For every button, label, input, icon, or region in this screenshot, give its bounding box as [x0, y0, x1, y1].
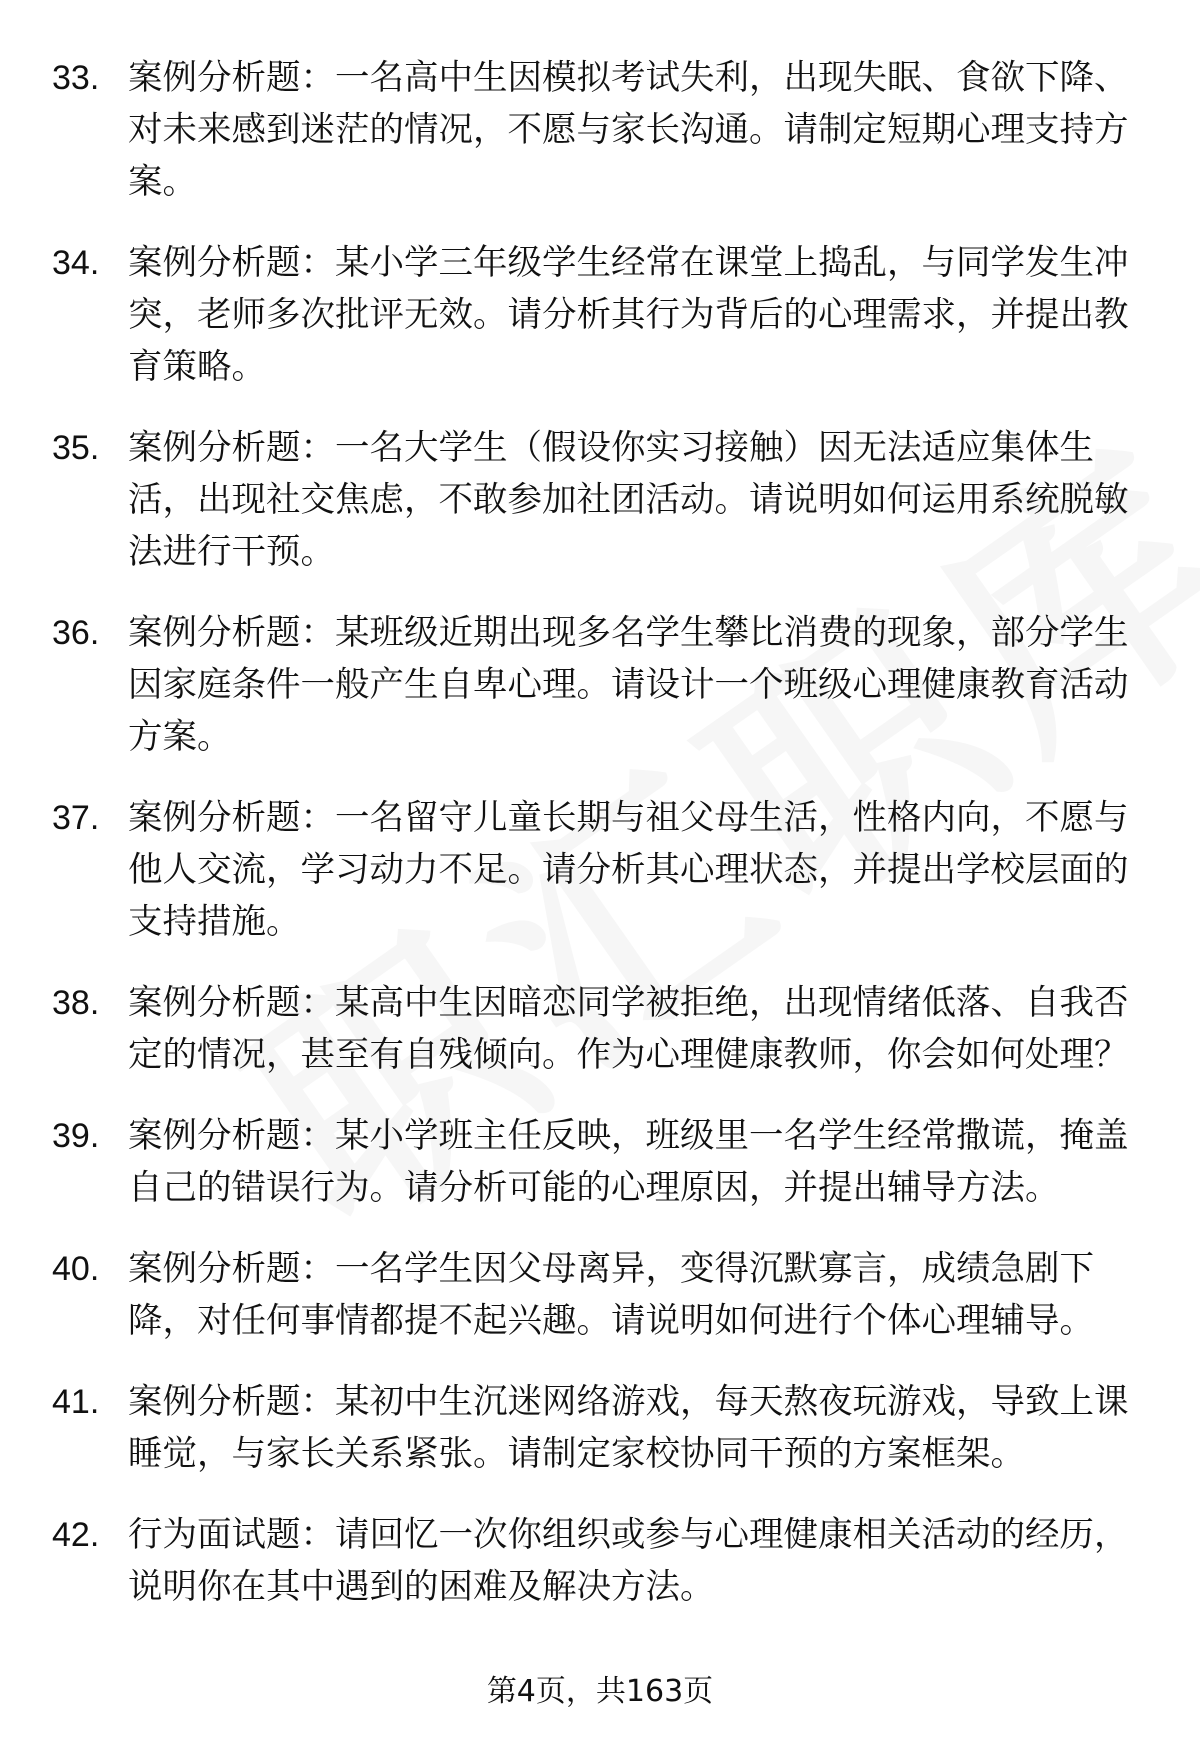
question-number: 42. [52, 1516, 100, 1554]
question-text: 案例分析题：一名大学生（假设你实习接触）因无法适应集体生活，出现社交焦虑，不敢参加社团活动。请说明如何运用系统脱敏法进行干预。 [128, 428, 1129, 572]
question-text: 案例分析题：某班级近期出现多名学生攀比消费的现象，部分学生因家庭条件一般产生自卑心理。请设计一个班级心理健康教育活动方案。 [128, 613, 1129, 757]
question-item [0, 422, 1200, 578]
question-item [0, 52, 1200, 208]
question-item [0, 1509, 1200, 1613]
question-text: 案例分析题：一名留守儿童长期与祖父母生活，性格内向，不愿与他人交流，学习动力不足。请分析其心理状态，并提出学校层面的支持措施。 [128, 798, 1129, 942]
question-item [0, 792, 1200, 948]
question-item [0, 607, 1200, 763]
question-number: 33. [52, 59, 100, 97]
question-number: 38. [52, 984, 100, 1022]
question-item [0, 1376, 1200, 1480]
question-item [0, 977, 1200, 1081]
question-text: 案例分析题：一名高中生因模拟考试失利，出现失眠、食欲下降、对未来感到迷茫的情况，不愿与家长沟通。请制定短期心理支持方案。 [128, 58, 1129, 202]
question-list [0, 52, 1200, 1642]
page-footer: 第4页，共163页 [486, 1674, 714, 1709]
question-number: 41. [52, 1383, 100, 1421]
question-text: 案例分析题：某初中生沉迷网络游戏，每天熬夜玩游戏，导致上课睡觉，与家长关系紧张。请制定家校协同干预的方案框架。 [128, 1382, 1129, 1474]
question-text: 案例分析题：某小学三年级学生经常在课堂上捣乱，与同学发生冲突，老师多次批评无效。请分析其行为背后的心理需求，并提出教育策略。 [128, 243, 1129, 387]
question-text: 案例分析题：某小学班主任反映，班级里一名学生经常撒谎，掩盖自己的错误行为。请分析可能的心理原因，并提出辅导方法。 [128, 1116, 1129, 1208]
question-number: 34. [52, 244, 100, 282]
question-item [0, 1110, 1200, 1214]
question-text: 案例分析题：一名学生因父母离异，变得沉默寡言，成绩急剧下降，对任何事情都提不起兴趣。请说明如何进行个体心理辅导。 [128, 1249, 1094, 1341]
question-number: 39. [52, 1117, 100, 1155]
question-number: 36. [52, 614, 100, 652]
question-number: 35. [52, 429, 100, 467]
question-number: 40. [52, 1250, 100, 1288]
question-number: 37. [52, 799, 100, 837]
question-text: 案例分析题：某高中生因暗恋同学被拒绝，出现情绪低落、自我否定的情况，甚至有自残倾向。作为心理健康教师，你会如何处理？ [128, 983, 1129, 1075]
question-item [0, 237, 1200, 393]
question-item [0, 1243, 1200, 1347]
question-text: 行为面试题：请回忆一次你组织或参与心理健康相关活动的经历，说明你在其中遇到的困难及解决方法。 [128, 1515, 1129, 1607]
